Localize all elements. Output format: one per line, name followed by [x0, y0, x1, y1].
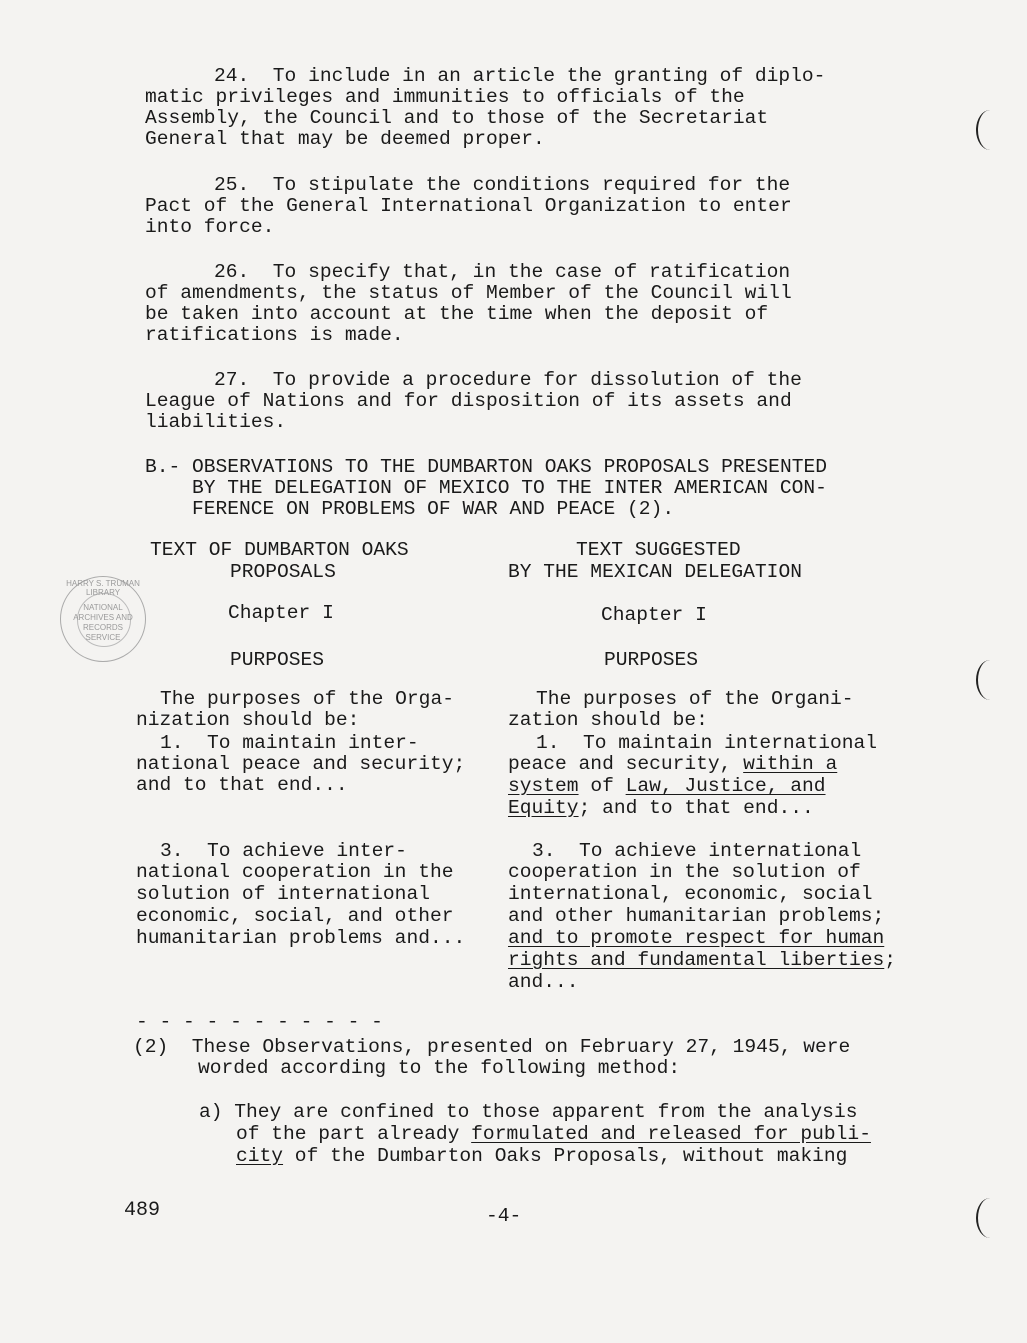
left-col-item1-line-1: 1. To maintain inter- — [160, 732, 419, 754]
punch-hole-middle — [976, 660, 1004, 700]
right-col-heading-1: TEXT SUGGESTED — [576, 539, 741, 561]
para-25-line-2: Pact of the General International Organization to enter — [145, 195, 792, 217]
right-col-item1-line-3a: system — [508, 775, 579, 797]
left-col-chapter: Chapter I — [228, 602, 334, 624]
right-col-item3-line-7: and... — [508, 971, 579, 993]
stamp-text-2: ARCHIVES AND — [73, 613, 133, 622]
footnote-line-1: (2) These Observations, presented on February 27, 1945, were — [133, 1036, 851, 1058]
footnote-a-line-2 — [236, 1124, 871, 1145]
para-27-line-3: liabilities. — [145, 411, 287, 433]
para-27-line-2: League of Nations and for disposition of its assets and — [145, 390, 792, 412]
right-col-item1-line-4a: Equity — [508, 797, 579, 819]
stamp-text-4: SERVICE — [85, 633, 121, 642]
left-col-intro-2: nization should be: — [136, 709, 360, 731]
right-col-item3-line-3: international, economic, social — [508, 883, 873, 905]
footnote-rule: - - - - - - - - - - - — [136, 1011, 383, 1033]
para-24-line-2: matic privileges and immunities to officials of the — [145, 86, 745, 108]
footnote-a-line-1: a) They are confined to those apparent from the analysis — [199, 1101, 858, 1123]
right-col-item3-line-1: 3. To achieve international — [532, 840, 862, 862]
right-col-item3-line-6 — [508, 950, 896, 971]
footnote-line-2: worded according to the following method: — [198, 1057, 681, 1079]
para-25-line-1: 25. To stipulate the conditions required for the — [214, 174, 791, 196]
stamp-text-3: RECORDS — [82, 623, 123, 632]
left-col-item3-line-2: national cooperation in the — [136, 861, 454, 883]
right-col-item3-line-4: and other humanitarian problems; — [508, 905, 885, 927]
left-col-purposes: PURPOSES — [230, 649, 325, 671]
section-b-heading-line-1: B.- OBSERVATIONS TO THE DUMBARTON OAKS PROPOSALS PRESENTED — [145, 456, 827, 478]
right-col-item3-line-6a: rights and fundamental liberties — [508, 949, 885, 971]
para-25-line-3: into force. — [145, 216, 275, 238]
punch-hole-top — [976, 110, 1004, 150]
right-col-intro-1: The purposes of the Organi- — [536, 688, 854, 710]
footnote-a-line-2a: of the part already — [236, 1123, 460, 1145]
para-24-line-3: Assembly, the Council and to those of the Secretariat — [145, 107, 769, 129]
right-col-purposes: PURPOSES — [604, 649, 699, 671]
left-col-item1-line-2: national peace and security; — [136, 753, 466, 775]
right-col-chapter: Chapter I — [601, 604, 707, 626]
footnote-a-line-3 — [236, 1146, 847, 1167]
left-col-heading-2: PROPOSALS — [230, 561, 336, 583]
left-col-item3-line-3: solution of international — [136, 883, 430, 905]
section-b-heading-line-3: FERENCE ON PROBLEMS OF WAR AND PEACE (2). — [192, 498, 675, 520]
para-27-line-1: 27. To provide a procedure for dissolution of the — [214, 369, 802, 391]
left-col-item3-line-4: economic, social, and other — [136, 905, 454, 927]
archive-number: 489 — [124, 1199, 161, 1222]
para-24-line-1: 24. To include in an article the granting of diplo- — [214, 65, 826, 87]
para-26-line-4: ratifications is made. — [145, 324, 404, 346]
page-number: -4- — [486, 1205, 522, 1227]
left-col-item1-line-3: and to that end... — [136, 774, 348, 796]
right-col-item1-line-4b: ; and to that end... — [578, 797, 814, 819]
stamp-top-text: HARRY S. TRUMAN LIBRARY — [66, 579, 140, 597]
para-26-line-3: be taken into account at the time when the deposit of — [145, 303, 769, 325]
right-col-item3-line-5: and to promote respect for human — [508, 927, 885, 949]
footnote-a-line-2b: formulated and released for publi- — [471, 1123, 871, 1145]
archive-stamp — [60, 576, 146, 662]
left-col-item3-line-5: humanitarian problems and... — [136, 927, 466, 949]
right-col-item1-line-3b: of — [590, 775, 614, 797]
right-col-item1-line-3 — [508, 776, 826, 797]
right-col-item1-line-3c: Law, Justice, and — [625, 775, 826, 797]
stamp-text-1: NATIONAL — [83, 603, 123, 612]
right-col-item3-line-6b: ; — [884, 949, 897, 971]
right-col-item1-line-2 — [508, 754, 837, 775]
right-col-item1-line-2b: within a — [743, 753, 838, 775]
para-26-line-1: 26. To specify that, in the case of ratification — [214, 261, 791, 283]
left-col-intro-1: The purposes of the Orga- — [160, 688, 454, 710]
left-col-item3-line-1: 3. To achieve inter- — [160, 840, 407, 862]
footnote-a-line-3a: city — [236, 1145, 284, 1167]
para-26-line-2: of amendments, the status of Member of the Council will — [145, 282, 792, 304]
para-24-line-4: General that may be deemed proper. — [145, 128, 545, 150]
right-col-heading-2: BY THE MEXICAN DELEGATION — [508, 561, 802, 583]
footnote-a-line-3b: of the Dumbarton Oaks Proposals, without making — [283, 1145, 848, 1167]
right-col-item1-line-1: 1. To maintain international — [536, 732, 877, 754]
right-col-item3-line-2: cooperation in the solution of — [508, 861, 861, 883]
punch-hole-bottom — [976, 1198, 1004, 1238]
right-col-item1-line-2a: peace and security, — [508, 753, 732, 775]
right-col-intro-2: zation should be: — [508, 709, 708, 731]
left-col-heading-1: TEXT OF DUMBARTON OAKS — [150, 539, 409, 561]
right-col-item1-line-4 — [508, 798, 814, 819]
section-b-heading-line-2: BY THE DELEGATION OF MEXICO TO THE INTER AMERICAN CON- — [192, 477, 827, 499]
